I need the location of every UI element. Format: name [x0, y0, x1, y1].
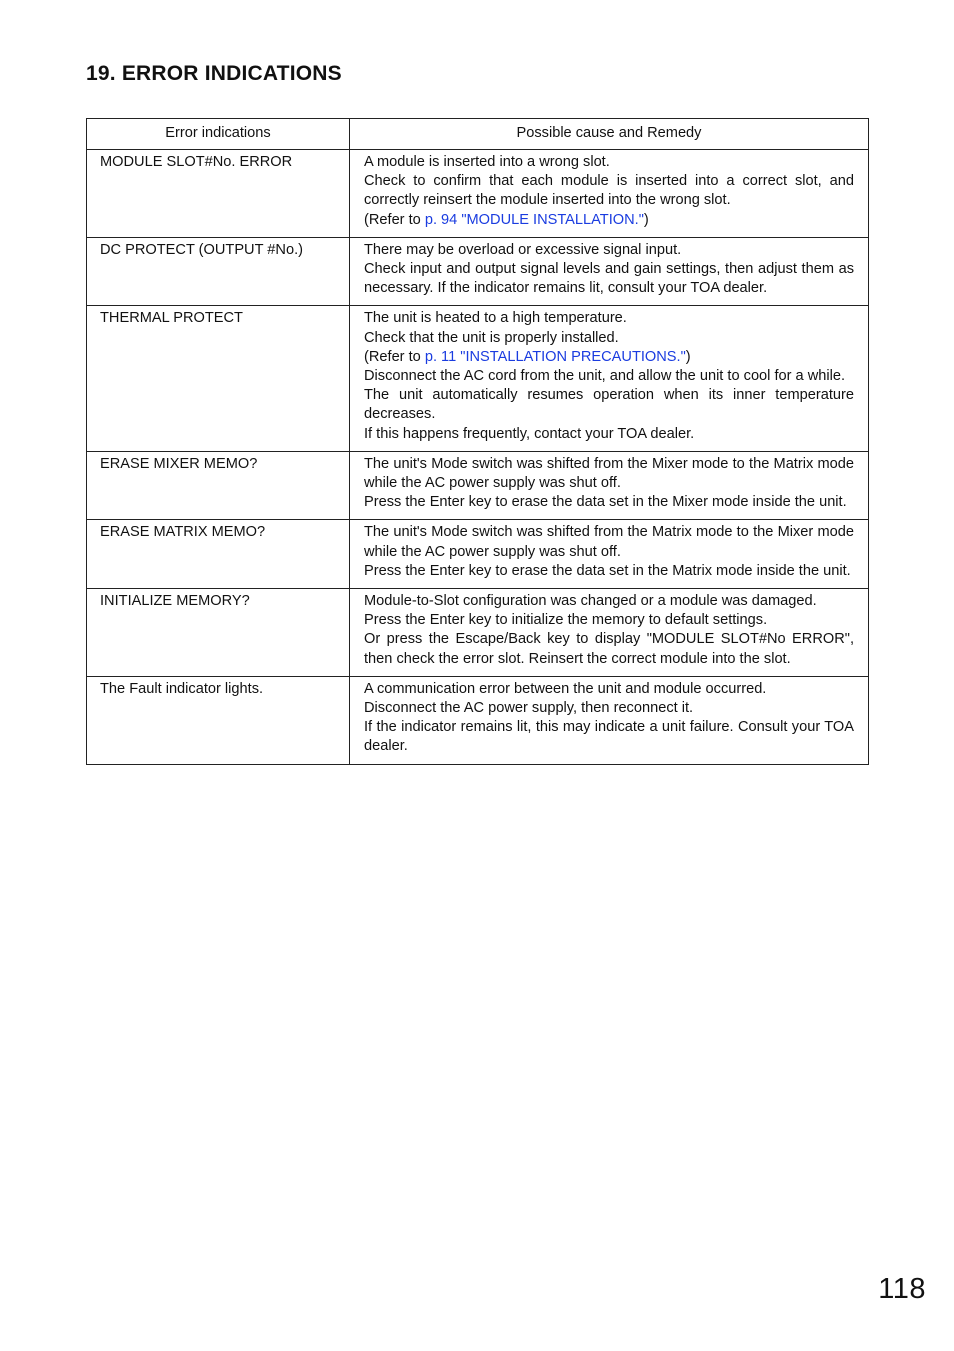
table-header-row [87, 119, 869, 150]
remedy-line: Press the Enter key to initialize the memory to default settings. [364, 612, 768, 629]
error-indication-cell: ERASE MIXER MEMO? [87, 451, 350, 520]
reference-suffix: ) [643, 211, 649, 228]
remedy-line: Check input and output signal levels and gain settings, then adjust them as necessary. If the indicator remains lit, consult your TOA dealer. [364, 261, 854, 297]
error-indication-cell: THERMAL PROTECT [87, 306, 350, 451]
table-row [87, 451, 869, 520]
table-row [87, 237, 869, 306]
reference-line [364, 348, 854, 367]
remedy-line: The unit's Mode switch was shifted from the Mixer mode to the Matrix mode while the AC power supply was shut off. [364, 455, 854, 492]
remedy-line: Check that the unit is properly installed. [364, 329, 619, 346]
remedy-line: Or press the Escape/Back key to display "MODULE SLOT#No ERROR", then check the error slot. Reinsert the correct module into the slot. [364, 631, 854, 667]
error-indication-cell: DC PROTECT (OUTPUT #No.) [87, 237, 350, 306]
remedy-line: There may be overload or excessive signal input. [364, 241, 682, 258]
remedy-line: Disconnect the AC power supply, then reconnect it. [364, 700, 694, 717]
remedy-line: Press the Enter key to erase the data set in the Matrix mode inside the unit. [364, 562, 851, 579]
remedy-cell [350, 676, 869, 764]
error-indication-cell: ERASE MATRIX MEMO? [87, 520, 350, 589]
page-reference-link[interactable]: p. 94 "MODULE INSTALLATION." [424, 211, 644, 228]
page-number: 118 [878, 1273, 926, 1305]
remedy-cell [350, 451, 869, 520]
remedy-line: Disconnect the AC cord from the unit, and allow the unit to cool for a while. [364, 368, 846, 385]
reference-suffix: ) [685, 348, 691, 365]
reference-prefix: (Refer to [364, 348, 425, 365]
remedy-line: If the indicator remains lit, this may indicate a unit failure. Consult your TOA dealer. [364, 719, 854, 755]
column-header-error-indications: Error indications [87, 119, 350, 150]
page-reference-link[interactable]: p. 11 "INSTALLATION PRECAUTIONS." [424, 348, 686, 365]
remedy-cell [350, 589, 869, 677]
remedy-line: If this happens frequently, contact your TOA dealer. [364, 425, 695, 442]
column-header-cause-remedy: Possible cause and Remedy [350, 119, 869, 150]
remedy-line: The unit is heated to a high temperature. [364, 310, 627, 327]
remedy-line: Press the Enter key to erase the data set in the Mixer mode inside the unit. [364, 494, 847, 511]
remedy-line: A communication error between the unit and module occurred. [364, 680, 767, 697]
table-row [87, 589, 869, 677]
remedy-cell [350, 150, 869, 238]
error-indication-cell: MODULE SLOT#No. ERROR [87, 150, 350, 238]
remedy-cell [350, 520, 869, 589]
error-indication-cell: INITIALIZE MEMORY? [87, 589, 350, 677]
table-row [87, 676, 869, 764]
reference-prefix: (Refer to [364, 211, 425, 228]
remedy-line: The unit's Mode switch was shifted from the Matrix mode to the Mixer mode while the AC power supply was shut off. [364, 524, 854, 560]
remedy-line: Check to confirm that each module is inserted into a correct slot, and correctly reinsert the module inserted into the wrong slot. [364, 173, 854, 209]
error-indications-table [86, 118, 869, 765]
remedy-cell [350, 237, 869, 306]
remedy-line: A module is inserted into a wrong slot. [364, 154, 610, 170]
table-row [87, 150, 869, 238]
remedy-line: The unit automatically resumes operation when its inner temperature decreases. [364, 387, 854, 423]
table-row [87, 306, 869, 451]
remedy-cell [350, 306, 869, 451]
reference-line [364, 211, 854, 230]
remedy-line: Module-to-Slot configuration was changed or a module was damaged. [364, 593, 817, 610]
error-indication-cell: The Fault indicator lights. [87, 676, 350, 764]
table-row [87, 520, 869, 589]
section-heading: 19. ERROR INDICATIONS [86, 62, 342, 85]
